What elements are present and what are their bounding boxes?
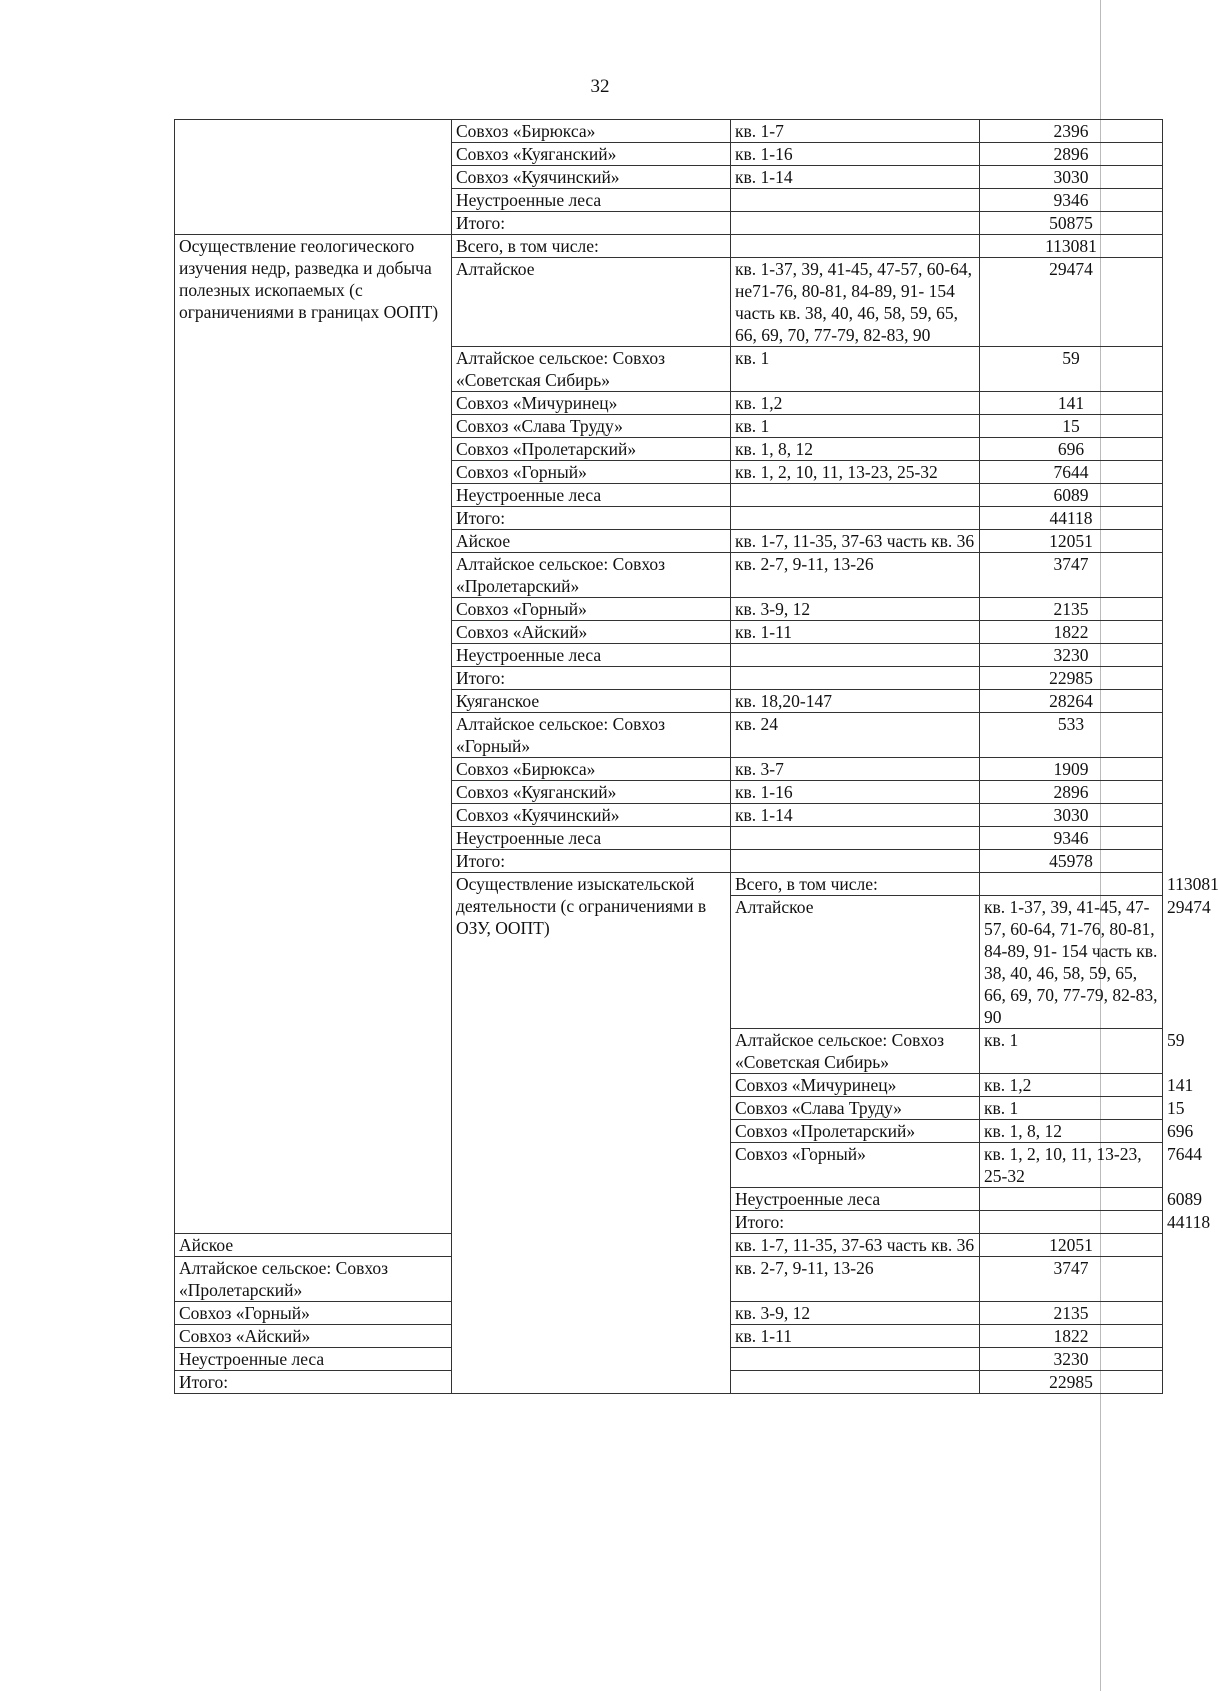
area-cell: 2135	[980, 598, 1163, 621]
quarters-cell	[731, 644, 980, 667]
area-cell: 2896	[980, 143, 1163, 166]
forestry-cell: Алтайское сельское: Совхоз «Советская Сибирь»	[452, 347, 731, 392]
table-row: Совхоз «Мичуринец» кв. 1,2 141	[175, 1074, 1163, 1097]
forestry-cell: Совхоз «Айский»	[452, 621, 731, 644]
forestry-cell: Совхоз «Пролетарский»	[731, 1120, 980, 1143]
forestry-cell: Айское	[175, 1234, 452, 1257]
quarters-cell	[731, 484, 980, 507]
table-row: Неустроенные леса 6089	[175, 1188, 1163, 1211]
area-cell: 696	[980, 438, 1163, 461]
area-cell: 59	[980, 347, 1163, 392]
forestry-cell: Неустроенные леса	[452, 484, 731, 507]
forestry-cell: Совхоз «Куячинский»	[452, 804, 731, 827]
quarters-cell	[731, 212, 980, 235]
quarters-cell: кв. 1	[731, 415, 980, 438]
forestry-cell: Неустроенные леса	[452, 827, 731, 850]
area-cell: 2135	[980, 1302, 1163, 1325]
quarters-cell: кв. 1	[980, 1097, 1163, 1120]
quarters-cell: кв. 2-7, 9-11, 13-26	[731, 553, 980, 598]
quarters-cell: кв. 1-37, 39, 41-45, 47-57, 60-64, 71-76, 80-81, 84-89, 91- 154 часть кв. 38, 40, 46, 58, 59, 65, 66, 69, 70, 77-79, 82-83, 90	[980, 896, 1163, 1029]
quarters-cell: кв. 1, 2, 10, 11, 13-23, 25-32	[980, 1143, 1163, 1188]
quarters-cell: кв. 1-11	[731, 1325, 980, 1348]
table-row: Алтайское кв. 1-37, 39, 41-45, 47-57, 60-64, 71-76, 80-81, 84-89, 91- 154 часть кв. 38, 40, 46, 58, 59, 65, 66, 69, 70, 77-79, 82-83, 90 29474	[175, 896, 1163, 1029]
area-cell: 533	[980, 713, 1163, 758]
quarters-cell	[731, 235, 980, 258]
quarters-cell: кв. 1	[980, 1029, 1163, 1074]
quarters-cell	[731, 1371, 980, 1394]
area-cell: 45978	[980, 850, 1163, 873]
area-cell: 9346	[980, 189, 1163, 212]
quarters-cell: кв. 24	[731, 713, 980, 758]
forestry-cell: Совхоз «Бирюкса»	[452, 758, 731, 781]
activity-cell	[175, 120, 452, 235]
area-cell: 1822	[980, 621, 1163, 644]
forestry-cell: Совхоз «Горный»	[452, 598, 731, 621]
forestry-cell: Всего, в том числе:	[731, 873, 980, 896]
forestry-cell: Неустроенные леса	[175, 1348, 452, 1371]
forestry-cell: Неустроенные леса	[452, 644, 731, 667]
forestry-cell: Совхоз «Айский»	[175, 1325, 452, 1348]
table-row: Совхоз «Пролетарский» кв. 1, 8, 12 696	[175, 1120, 1163, 1143]
quarters-cell	[980, 1211, 1163, 1234]
activity-cell: Осуществление геологического изучения недр, разведка и добыча полезных ископаемых (с ограничениями в границах ООПТ)	[175, 235, 452, 1234]
page-number: 32	[590, 76, 610, 97]
area-cell: 3030	[980, 166, 1163, 189]
area-cell: 2396	[980, 120, 1163, 143]
quarters-cell	[980, 1188, 1163, 1211]
quarters-cell: кв. 1, 8, 12	[731, 438, 980, 461]
forestry-cell: Совхоз «Слава Труду»	[452, 415, 731, 438]
quarters-cell: кв. 1,2	[731, 392, 980, 415]
forestry-cell: Алтайское сельское: Совхоз «Советская Сибирь»	[731, 1029, 980, 1074]
area-cell: 50875	[980, 212, 1163, 235]
forestry-cell: Совхоз «Куячинский»	[452, 166, 731, 189]
forestry-cell: Совхоз «Куяганский»	[452, 143, 731, 166]
area-cell: 113081	[980, 235, 1163, 258]
forestry-cell: Совхоз «Горный»	[452, 461, 731, 484]
table-body	[175, 120, 1219, 1394]
forestry-cell: Неустроенные леса	[452, 189, 731, 212]
quarters-cell: кв. 1-14	[731, 804, 980, 827]
area-cell: 22985	[980, 1371, 1163, 1394]
area-cell: 12051	[980, 530, 1163, 553]
area-cell: 12051	[980, 1234, 1163, 1257]
area-cell: 7644	[980, 461, 1163, 484]
forestry-cell: Совхоз «Мичуринец»	[452, 392, 731, 415]
area-cell: 44118	[980, 507, 1163, 530]
forestry-cell: Итого:	[731, 1211, 980, 1234]
area-cell: 141	[980, 392, 1163, 415]
quarters-cell: кв. 1, 8, 12	[980, 1120, 1163, 1143]
forestry-cell: Итого:	[452, 667, 731, 690]
forestry-cell: Совхоз «Куяганский»	[452, 781, 731, 804]
forestry-cell: Итого:	[175, 1371, 452, 1394]
forestry-cell: Алтайское	[452, 258, 731, 347]
forestry-cell: Совхоз «Мичуринец»	[731, 1074, 980, 1097]
area-cell: 3747	[980, 1257, 1163, 1302]
quarters-cell: кв. 1	[731, 347, 980, 392]
quarters-cell: кв. 1-16	[731, 781, 980, 804]
area-cell: 9346	[980, 827, 1163, 850]
forestry-cell: Айское	[452, 530, 731, 553]
table-row	[175, 235, 1163, 258]
forestry-cell: Совхоз «Слава Труду»	[731, 1097, 980, 1120]
quarters-cell: кв. 1-14	[731, 166, 980, 189]
area-cell: 1822	[980, 1325, 1163, 1348]
quarters-cell	[731, 827, 980, 850]
area-cell: 28264	[980, 690, 1163, 713]
quarters-cell: кв. 1-7	[731, 120, 980, 143]
forestry-cell: Алтайское сельское: Совхоз «Пролетарский»	[175, 1257, 452, 1302]
quarters-cell	[731, 667, 980, 690]
area-cell: 6089	[980, 484, 1163, 507]
quarters-cell	[731, 1348, 980, 1371]
forestry-cell: Алтайское сельское: Совхоз «Пролетарский»	[452, 553, 731, 598]
forestry-cell: Совхоз «Бирюкса»	[452, 120, 731, 143]
forestry-cell: Совхоз «Горный»	[731, 1143, 980, 1188]
table-row	[175, 120, 1163, 143]
area-cell: 2896	[980, 781, 1163, 804]
quarters-cell: кв. 3-9, 12	[731, 1302, 980, 1325]
forestry-cell: Неустроенные леса	[731, 1188, 980, 1211]
area-cell: 3747	[980, 553, 1163, 598]
area-cell: 22985	[980, 667, 1163, 690]
quarters-cell: кв. 1-37, 39, 41-45, 47-57, 60-64, не71-76, 80-81, 84-89, 91- 154 часть кв. 38, 40, 46, 58, 59, 65, 66, 69, 70, 77-79, 82-83, 90	[731, 258, 980, 347]
forestry-cell: Итого:	[452, 507, 731, 530]
area-cell: 3030	[980, 804, 1163, 827]
quarters-cell	[731, 507, 980, 530]
forestry-cell: Алтайское сельское: Совхоз «Горный»	[452, 713, 731, 758]
forestry-cell: Совхоз «Горный»	[175, 1302, 452, 1325]
activity-cell: Осуществление изыскательской деятельности (с ограничениями в ОЗУ, ООПТ)	[452, 873, 731, 1394]
table-row: Алтайское сельское: Совхоз «Советская Сибирь» кв. 1 59	[175, 1029, 1163, 1074]
quarters-cell: кв. 1-7, 11-35, 37-63 часть кв. 36	[731, 530, 980, 553]
table-row: Совхоз «Горный» кв. 1, 2, 10, 11, 13-23, 25-32 7644	[175, 1143, 1163, 1188]
quarters-cell: кв. 1-7, 11-35, 37-63 часть кв. 36	[731, 1234, 980, 1257]
quarters-cell: кв. 3-7	[731, 758, 980, 781]
quarters-cell: кв. 1-11	[731, 621, 980, 644]
quarters-cell: кв. 3-9, 12	[731, 598, 980, 621]
area-cell: 15	[980, 415, 1163, 438]
forestry-cell: Итого:	[452, 212, 731, 235]
forestry-cell: Алтайское	[731, 896, 980, 1029]
table-row: Итого: 44118	[175, 1211, 1163, 1234]
quarters-cell: кв. 2-7, 9-11, 13-26	[731, 1257, 980, 1302]
forestry-cell: Всего, в том числе:	[452, 235, 731, 258]
table-row: Осуществление изыскательской деятельности (с ограничениями в ОЗУ, ООПТ) Всего, в том числе: 113081	[175, 873, 1163, 896]
forestry-cell: Итого:	[452, 850, 731, 873]
area-cell: 29474	[980, 258, 1163, 347]
quarters-cell: кв. 1, 2, 10, 11, 13-23, 25-32	[731, 461, 980, 484]
area-cell: 3230	[980, 644, 1163, 667]
forestry-cell: Куяганское	[452, 690, 731, 713]
quarters-cell: кв. 1-16	[731, 143, 980, 166]
forestry-cell: Совхоз «Пролетарский»	[452, 438, 731, 461]
table-row: Совхоз «Слава Труду» кв. 1 15	[175, 1097, 1163, 1120]
area-cell: 3230	[980, 1348, 1163, 1371]
quarters-cell	[731, 189, 980, 212]
forest-quarters-table	[174, 119, 1219, 1394]
area-cell: 1909	[980, 758, 1163, 781]
quarters-cell	[980, 873, 1163, 896]
quarters-cell	[731, 850, 980, 873]
quarters-cell: кв. 18,20-147	[731, 690, 980, 713]
quarters-cell: кв. 1,2	[980, 1074, 1163, 1097]
